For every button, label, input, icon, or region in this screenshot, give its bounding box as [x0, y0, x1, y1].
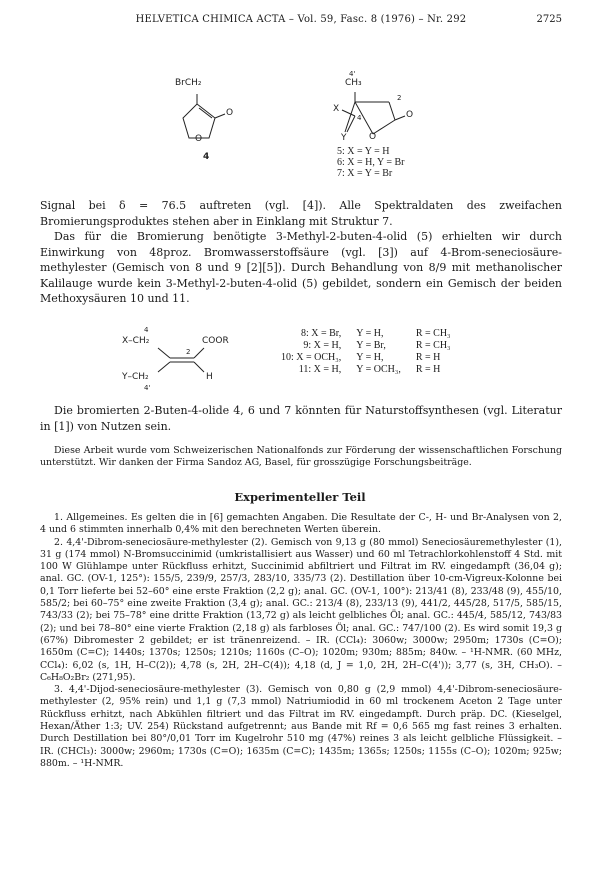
acknowledgement: [40, 445, 562, 470]
structure-8-11: [122, 326, 262, 396]
table-row: [278, 328, 454, 340]
paragraph-3: Die bromierten 2-Buten-4-olide 4, 6 und 7 könnten für Naturstoffsynthesen (vgl. Literatur in [1]) von Nutzen sein.: [40, 404, 562, 433]
table-cell: Y = Br,: [356, 340, 386, 351]
table-cell: R = H: [415, 352, 441, 363]
table-cell: 9: X = H,: [303, 340, 342, 351]
compound-7: 7: X = Y = Br: [337, 168, 393, 179]
table-cell: 8: X = Br,: [301, 328, 342, 339]
table-cell: Y = H,: [356, 352, 384, 363]
table-row: [278, 352, 454, 364]
table-cell: Y = OCH₃,: [356, 364, 401, 375]
ester-group: COOR: [202, 336, 229, 346]
main-text-1: [40, 198, 562, 307]
table-row: [278, 340, 454, 352]
experimental-text: [40, 512, 562, 770]
position-4prime: 4': [349, 70, 356, 78]
table-cell: 10: X = OCH₃,: [281, 352, 342, 363]
table-cell: R = CH₃: [415, 340, 451, 351]
compound-6: 6: X = H, Y = Br: [337, 157, 405, 168]
position-2: 2: [397, 94, 402, 102]
main-text-2: [40, 403, 562, 434]
substituent-x: X: [333, 104, 340, 114]
methyl-label: CH₃: [345, 78, 362, 88]
compound-number: 4: [203, 152, 210, 162]
y-methylene: Y–CH₂: [122, 372, 149, 382]
position-4prime: 4': [144, 384, 151, 392]
compound-5: 5: X = Y = H: [337, 146, 390, 157]
table-row: [278, 364, 454, 376]
page-number: 2725: [536, 14, 562, 25]
substituent-y: Y: [341, 133, 347, 143]
acknowledgement-text: Diese Arbeit wurde vom Schweizerischen Nationalfonds zur Förderung der wissenschaftlichen Forschung unterstützt. Wir danken der Firma Sandoz AG, Basel, für grosszügige Forschungsbeiträge.: [40, 445, 562, 469]
position-4: 4: [144, 326, 149, 334]
journal-title: HELVETICA CHIMICA ACTA – Vol. 59, Fasc. 8 (1976) – Nr. 292: [135, 14, 467, 25]
position-2: 2: [186, 348, 191, 356]
alkene-backbone: [122, 326, 262, 396]
experimental-3: 3. 4,4'-Dijod-seneciosäure-methylester (3). Gemisch von 0,80 g (2,9 mmol) 4,4'-Dibrom-seneciosäure-methylester (2, 95% rein) und 1,1 g (7,3 mmol) Natriumiodid in 60 ml trockenem Aceton 2 Tage unter Rückfluss erhitzt, nach Abkühlen filtriert und das Filtrat im RV. eingedampft. Durch präp. DC. (Kieselgel, Hexan/Äther 1:3; UV. 254) Rückstand aufgetrennt; aus Bande mit Rf = 0,6 565 mg fast reines 3 erhalten. Durch Destillation bei 80°/0,01 Torr im Kugelrohr 510 mg (47%) reines 3 als leicht gelbliche Flüssigkeit. – IR. (CHCl₃): 3000w; 2960m; 1730s (C=O); 1635m (C=C); 1435m; 1365s; 1250s; 1155s (C–O); 1020m; 925w; 880m. – ¹H-NMR.: [40, 684, 562, 769]
running-header: [40, 14, 562, 28]
experimental-2: 2. 4,4'-Dibrom-seneciosäure-methylester (2). Gemisch von 9,13 g (80 mmol) Seneciosäuremethylester (1), 31 g (174 mmol) N-Bromsuccinimid (umkristallisiert aus Wasser) und 60 ml Tetrachlorkohlenstoff 4 Std. mit 100 W Glühlampe unter Rückfluss erhitzt, Succinimid abfiltriert und Filtrat im RV. eingedampft (36,04 g); anal. GC. (OV-1, 125°): 155/5, 239/9, 257/3, 283/10, 335/73 (2). Destillation über 10-cm-Vigreux-Kolonne bei 0,1 Torr lieferte bei 52–60° eine erste Fraktion (2,2 g); anal. GC. (OV-1, 100°): 213/41 (8), 233/48 (9), 455/10, 585/2; bei 60–75° eine zweite Fraktion (3,4 g); anal. GC.: 213/4 (8), 233/13 (9), 441/2, 445/28, 517/5, 585/15, 743/33 (2); bei 75–78° eine dritte Fraktion (13,72 g) als leicht gelbliches Öl; anal. GC.: 445/4, 585/12, 743/83 (2); und bei 78–80° eine vierte Fraktion (2,18 g) als farbloses Öl; anal. GC.: 747/100 (2). Es wird somit 19,3 g (67%) Dibromester 2 gebildet; er ist tränenreizend. – IR. (CCl₄): 3060w; 3000w; 2950m; 1730s (C=O); 1650m (C=C); 1440s; 1370s; 1250s; 1210s; 1160s (C–O); 1020m; 930m; 885m; 840w. – ¹H-NMR. (60 MHz, CCl₄): 6,02 (s, 1H, H–C(2)); 4,78 (s, 2H, 2H–C(4)); 4,18 (d, J = 1,0, 2H, 2H–C(4')); 3,77 (s, 3H, CH₃O). – C₆H₈O₂Br₂ (271,95).: [40, 536, 562, 683]
ring-oxygen: O: [195, 134, 203, 144]
carbonyl-oxygen: O: [226, 108, 234, 118]
table-cell: R = H: [415, 364, 441, 375]
paragraph-1: Signal bei δ = 76.5 auftreten (vgl. [4]). Alle Spektraldaten des zweifachen Bromierungsproduktes stehen aber in Einklang mit Struktur 7.: [40, 199, 562, 228]
ring-oxygen: O: [369, 132, 377, 142]
table-cell: R = CH₃: [415, 328, 451, 339]
section-heading: Experimenteller Teil: [234, 490, 366, 504]
experimental-1: 1. Allgemeines. Es gelten die in [6] gemachten Angaben. Die Resultate der C-, H- und Br-Analysen von 2, 4 und 6 stimmten innerhalb 0,4% mit den berechneten Werten überein.: [40, 512, 562, 536]
carbonyl-oxygen: O: [406, 110, 414, 120]
compound-list-5-7: [337, 146, 404, 179]
hydrogen-label: H: [206, 372, 213, 382]
position-4: 4: [357, 114, 362, 122]
structure-5-7: [325, 70, 455, 185]
butenolide-ring-4: [175, 72, 255, 162]
table-cell: 11: X = H,: [298, 364, 342, 375]
compound-table-8-11: [278, 328, 454, 376]
structure-4: [175, 72, 255, 162]
x-methylene: X–CH₂: [122, 336, 150, 346]
paragraph-2: Das für die Bromierung benötigte 3-Methyl-2-buten-4-olid (5) erhielten wir durch Einwirkung von 48proz. Bromwasserstoffsäure (vgl. [3]) auf 4-Brom-seneciosäuremethylester (Gemisch von 8 und 9 [2][5]). Durch Behandlung von 8/9 mit methanolischer Kalilauge wurde kein 3-Methyl-2-buten-4-olid (5) gebildet, sondern ein Gemisch der beiden Methoxysäuren 10 und 11.: [40, 230, 562, 305]
table-cell: Y = H,: [356, 328, 384, 339]
bromomethyl-label: BrCH₂: [175, 78, 202, 88]
